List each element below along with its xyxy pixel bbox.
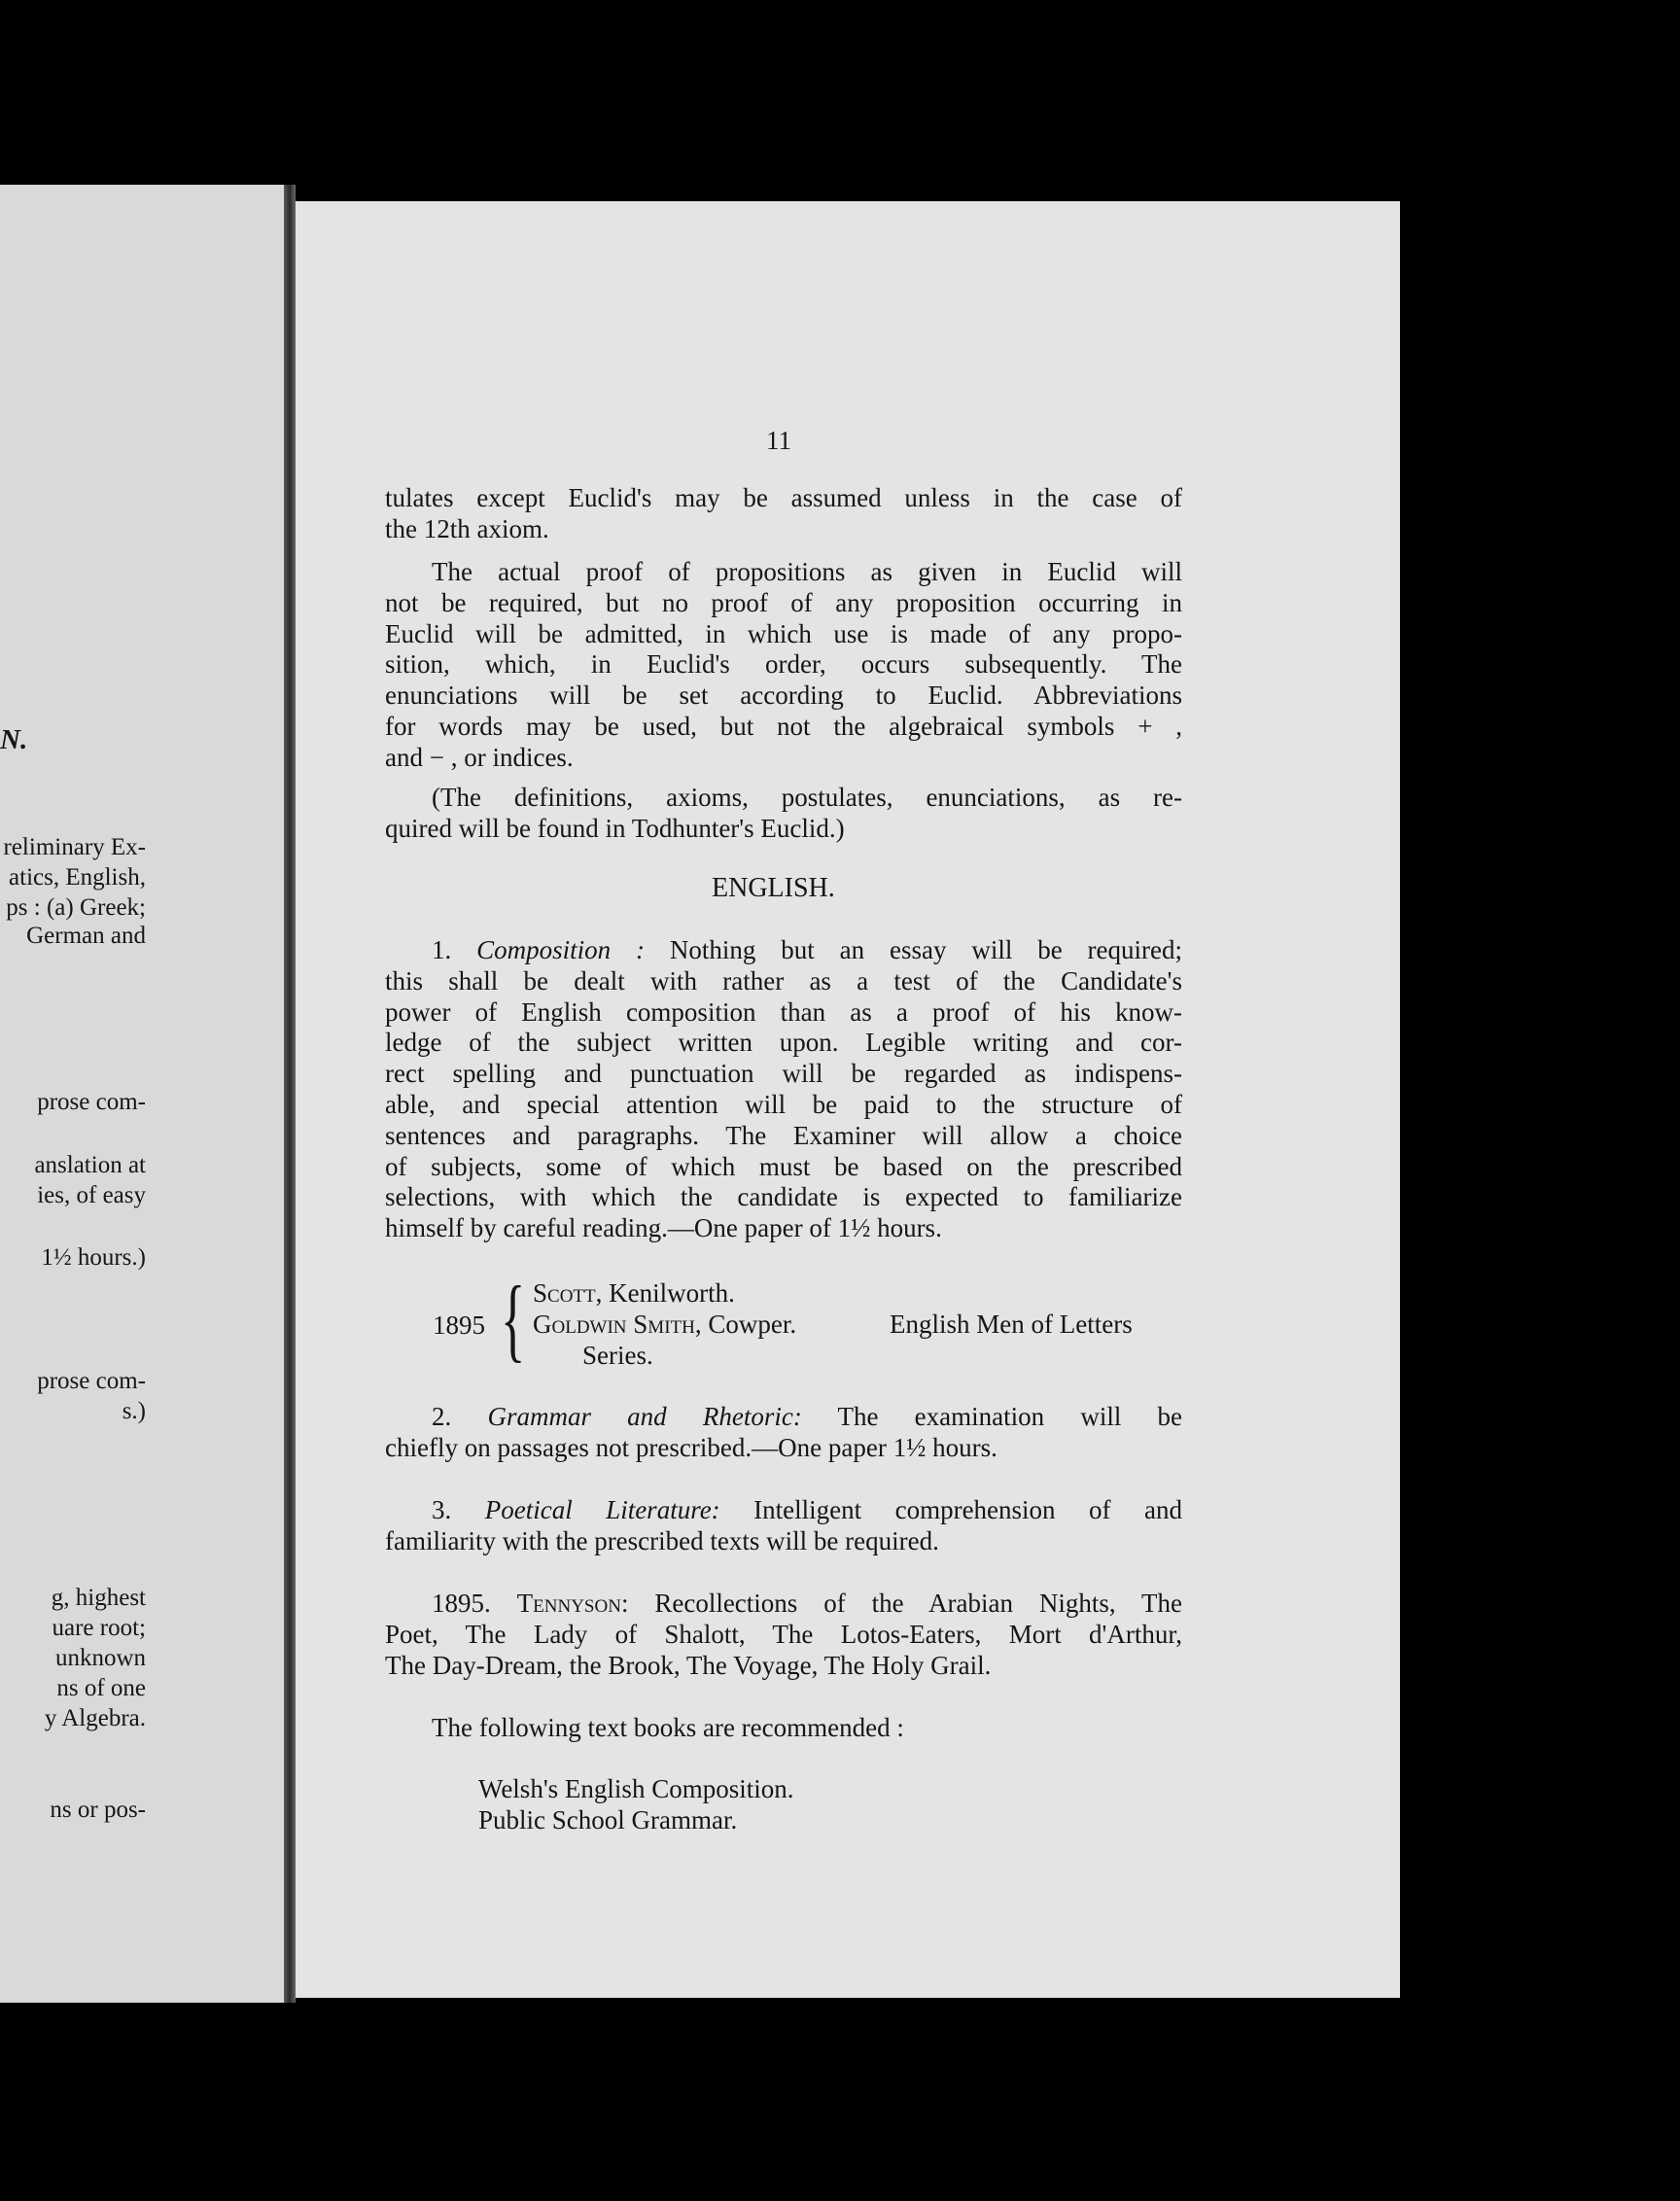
left-page-line: prose com-	[37, 1089, 146, 1115]
text-line	[385, 1402, 1182, 1433]
page-number: 11	[766, 426, 791, 455]
paragraph-proof	[385, 557, 1182, 774]
left-page-line: reliminary Ex-	[3, 834, 146, 860]
work: Kenilworth.	[609, 1278, 735, 1308]
selection-year: 1895	[433, 1310, 485, 1340]
item-number: 1.	[432, 935, 452, 964]
text-line: The following text books are recommended :	[432, 1713, 904, 1742]
left-page-line: German and	[26, 923, 146, 949]
text-line: this shall be dealt with rather as a test of the Candidate's	[385, 965, 1182, 996]
text-line: enunciations will be set according to Euclid. Abbreviations	[385, 681, 1182, 711]
paragraph-grammar	[385, 1402, 1182, 1464]
author: Scott,	[533, 1278, 603, 1308]
left-page-line: unknown	[54, 1645, 146, 1671]
text-line: chiefly on passages not prescribed.—One paper 1½ hours.	[385, 1432, 998, 1462]
left-page-line: ps : (a) Greek;	[6, 894, 146, 921]
left-page-line: ies, of easy	[37, 1182, 146, 1208]
paragraph-definitions	[385, 783, 1182, 845]
text-line: for words may be used, but not the algebraical symbols + ,	[385, 711, 1182, 741]
series-label: Series.	[582, 1341, 653, 1370]
brace: {	[501, 1267, 526, 1371]
text-line: himself by careful reading.—One paper of 1½ hours.	[385, 1213, 942, 1243]
text-line: tulates except Euclid's may be assumed unless in the case of	[385, 483, 1182, 512]
paragraph-postulates	[385, 483, 1182, 545]
text-line: Poet, The Lady of Shalott, The Lotos-Eaters, Mort d'Arthur,	[385, 1619, 1182, 1649]
left-page-line: y Algebra.	[44, 1705, 146, 1731]
text-line: power of English composition than as a proof of his know-	[385, 996, 1182, 1027]
text-line: not be required, but no proof of any proposition occurring in	[385, 587, 1182, 617]
item-text: Intelligent comprehension of and	[753, 1495, 1182, 1524]
item-year: 1895.	[432, 1589, 491, 1618]
left-page-fragment	[0, 185, 292, 2003]
paragraph-tennyson	[385, 1589, 1182, 1681]
section-heading-english: ENGLISH.	[712, 873, 835, 903]
left-page-line: g, highest	[51, 1585, 146, 1611]
text-line	[385, 1589, 1182, 1620]
text-line: ledge of the subject written upon. Legible writing and cor-	[385, 1028, 1182, 1058]
item-title: Grammar and Rhetoric:	[487, 1402, 802, 1431]
paragraph-composition	[385, 935, 1182, 1244]
text-line: The actual proof of propositions as given in Euclid will	[432, 557, 1182, 586]
left-page-line: s.)	[122, 1398, 146, 1424]
book-spine	[284, 185, 296, 2003]
text-line: rect spelling and punctuation will be regarded as indispens-	[385, 1059, 1182, 1089]
series-name: English Men of Letters	[890, 1310, 1133, 1339]
item-title: Composition :	[476, 935, 646, 964]
item-number: 3.	[432, 1495, 452, 1524]
left-page-line: 1½ hours.)	[41, 1244, 146, 1271]
text-line	[385, 1495, 1182, 1526]
text-line: familiarity with the prescribed texts will be required.	[385, 1525, 939, 1555]
text-line: (The definitions, axioms, postulates, enunciations, as re-	[432, 783, 1182, 812]
text-line: sition, which, in Euclid's order, occurs subsequently. The	[385, 649, 1182, 680]
text-line: sentences and paragraphs. The Examiner will allow a choice	[385, 1120, 1182, 1150]
textbook-list	[478, 1773, 793, 1835]
item-text: : Recollections of the Arabian Nights, The	[620, 1589, 1183, 1618]
work: Cowper.	[708, 1310, 797, 1339]
selection-line	[533, 1278, 735, 1309]
text-line: quired will be found in Todhunter's Euclid.)	[385, 813, 845, 843]
item-text: Nothing but an essay will be required;	[669, 935, 1183, 964]
selection-line	[533, 1310, 796, 1340]
text-line: and − , or indices.	[385, 742, 574, 772]
textbook-item: Welsh's English Composition.	[478, 1774, 794, 1803]
left-page-line: ns or pos-	[50, 1797, 146, 1823]
recommended-intro	[385, 1713, 1182, 1744]
author: Tennyson	[516, 1589, 621, 1618]
text-line: The Day-Dream, the Brook, The Voyage, The Holy Grail.	[385, 1650, 992, 1680]
left-page-heading: N.	[0, 724, 28, 755]
text-line: the 12th axiom.	[385, 513, 549, 543]
text-line: of subjects, some of which must be based on the prescribed	[385, 1151, 1182, 1181]
left-page-line: uare root;	[52, 1615, 146, 1641]
left-page-line: ns of one	[56, 1675, 146, 1701]
text-line	[385, 935, 1182, 966]
paragraph-poetical	[385, 1495, 1182, 1557]
selections-1895	[433, 1267, 1191, 1374]
left-page-line: prose com-	[37, 1368, 146, 1394]
text-line: able, and special attention will be paid to the structure of	[385, 1089, 1182, 1119]
left-page-line: atics, English,	[9, 864, 146, 891]
text-line: Euclid will be admitted, in which use is made of any propo-	[385, 618, 1182, 648]
left-page-line: anslation at	[34, 1152, 146, 1178]
item-text: The examination will be	[837, 1402, 1183, 1431]
item-title: Poetical Literature:	[484, 1495, 720, 1524]
item-number: 2.	[432, 1402, 452, 1431]
author: Goldwin Smith,	[533, 1310, 702, 1339]
textbook-item: Public School Grammar.	[478, 1805, 738, 1834]
text-line: selections, with which the candidate is expected to familiarize	[385, 1182, 1182, 1212]
